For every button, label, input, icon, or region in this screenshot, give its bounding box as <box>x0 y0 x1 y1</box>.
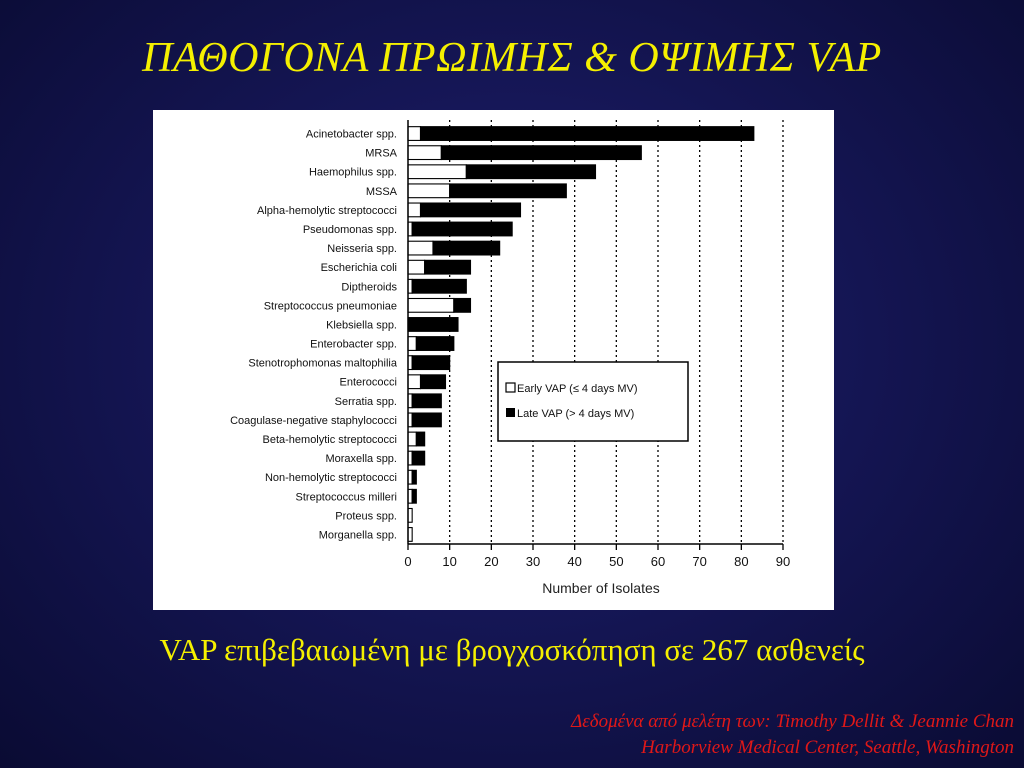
x-tick-label: 20 <box>484 554 499 569</box>
category-label: MRSA <box>365 147 397 160</box>
x-tick-label: 50 <box>609 554 624 569</box>
bar-early-0 <box>408 127 421 141</box>
bar-early-7 <box>408 260 425 274</box>
bar-early-1 <box>408 146 441 160</box>
bar-early-2 <box>408 165 466 179</box>
bar-late-19 <box>412 489 416 503</box>
category-label: Haemophilus spp. <box>308 166 397 179</box>
category-label: Coagulase-negative staphylococci <box>230 414 397 427</box>
category-label: Morganella spp. <box>318 529 397 542</box>
x-tick-label: 40 <box>567 554 582 569</box>
category-label: Escherichia coli <box>320 262 397 275</box>
category-label: Diptheroids <box>341 281 397 294</box>
category-label: Streptococcus pneumoniae <box>263 300 397 313</box>
category-label: Enterococci <box>339 376 397 389</box>
legend-swatch-late <box>506 408 515 417</box>
x-tick-label: 0 <box>404 554 412 569</box>
bar-late-14 <box>412 394 441 408</box>
legend-box <box>498 362 688 441</box>
chart-svg <box>153 110 834 610</box>
legend-label-early: Early VAP (≤ 4 days MV) <box>517 383 638 395</box>
bar-late-0 <box>421 127 754 141</box>
x-axis-label: Number of Isolates <box>542 580 660 596</box>
category-label: Klebsiella spp. <box>326 319 397 332</box>
bar-late-10 <box>408 318 458 332</box>
slide-title: ΠΑΘΟΓΟΝΑ ΠΡΩΙΜΗΣ & ΟΨΙΜΗΣ VAP <box>142 35 882 81</box>
bar-early-6 <box>408 241 433 255</box>
category-label: Serratia spp. <box>334 395 397 408</box>
bar-series <box>408 127 754 542</box>
category-labels <box>230 129 398 542</box>
category-label: Moraxella spp. <box>325 453 397 466</box>
bar-late-12 <box>412 356 450 370</box>
category-label: Alpha-hemolytic streptococci <box>256 204 397 217</box>
slide-subtitle: VAP επιβεβαιωμένη με βρογχοσκόπηση σε 267 ασθενείς <box>159 632 865 667</box>
bar-late-16 <box>416 432 424 446</box>
category-label: Pseudomonas spp. <box>302 224 397 236</box>
bar-late-18 <box>412 470 416 484</box>
x-tick-label: 60 <box>650 554 666 569</box>
legend-swatch-early <box>506 383 515 392</box>
category-label: Neisseria spp. <box>327 243 397 256</box>
category-label: Acinetobacter spp. <box>305 128 397 141</box>
category-label: Enterobacter spp. <box>310 338 397 351</box>
credit-institution: Harborview Medical Center, Seattle, Washington <box>641 737 1014 758</box>
bar-late-11 <box>416 337 454 351</box>
category-label: Streptococcus milleri <box>295 491 397 504</box>
category-label: Beta-hemolytic streptococci <box>262 434 397 446</box>
bar-late-3 <box>450 184 567 198</box>
bar-early-16 <box>408 432 416 446</box>
bar-early-3 <box>408 184 450 198</box>
credit-authors: Δεδομένα από μελέτη των: Timothy Dellit & Jeannie Chan <box>571 711 1014 732</box>
legend <box>498 362 688 441</box>
bar-late-1 <box>441 146 641 160</box>
x-tick-label: 10 <box>442 554 457 569</box>
category-label: Stenotrophomonas maltophilia <box>248 357 397 370</box>
category-label: Non-hemolytic streptococci <box>264 472 397 485</box>
bar-late-8 <box>412 279 466 293</box>
category-label: Proteus spp. <box>335 510 397 523</box>
bar-late-7 <box>425 260 471 274</box>
bar-chart <box>153 110 834 610</box>
legend-label-late: Late VAP (> 4 days MV) <box>517 408 635 420</box>
bar-late-15 <box>412 413 441 427</box>
x-tick-label: 30 <box>525 554 541 569</box>
category-label: MSSA <box>365 185 397 198</box>
bar-late-4 <box>421 203 521 217</box>
bar-late-5 <box>412 222 512 236</box>
bar-late-6 <box>433 241 500 255</box>
bar-late-2 <box>466 165 595 179</box>
bar-early-9 <box>408 298 454 312</box>
bar-late-17 <box>412 451 425 465</box>
bar-early-11 <box>408 337 416 351</box>
x-tick-label: 70 <box>692 554 707 569</box>
x-tick-label: 80 <box>734 554 749 569</box>
bar-early-13 <box>408 375 421 389</box>
bar-late-9 <box>454 298 471 312</box>
x-tick-label: 90 <box>775 554 791 569</box>
bar-late-13 <box>421 375 446 389</box>
bar-early-4 <box>408 203 421 217</box>
